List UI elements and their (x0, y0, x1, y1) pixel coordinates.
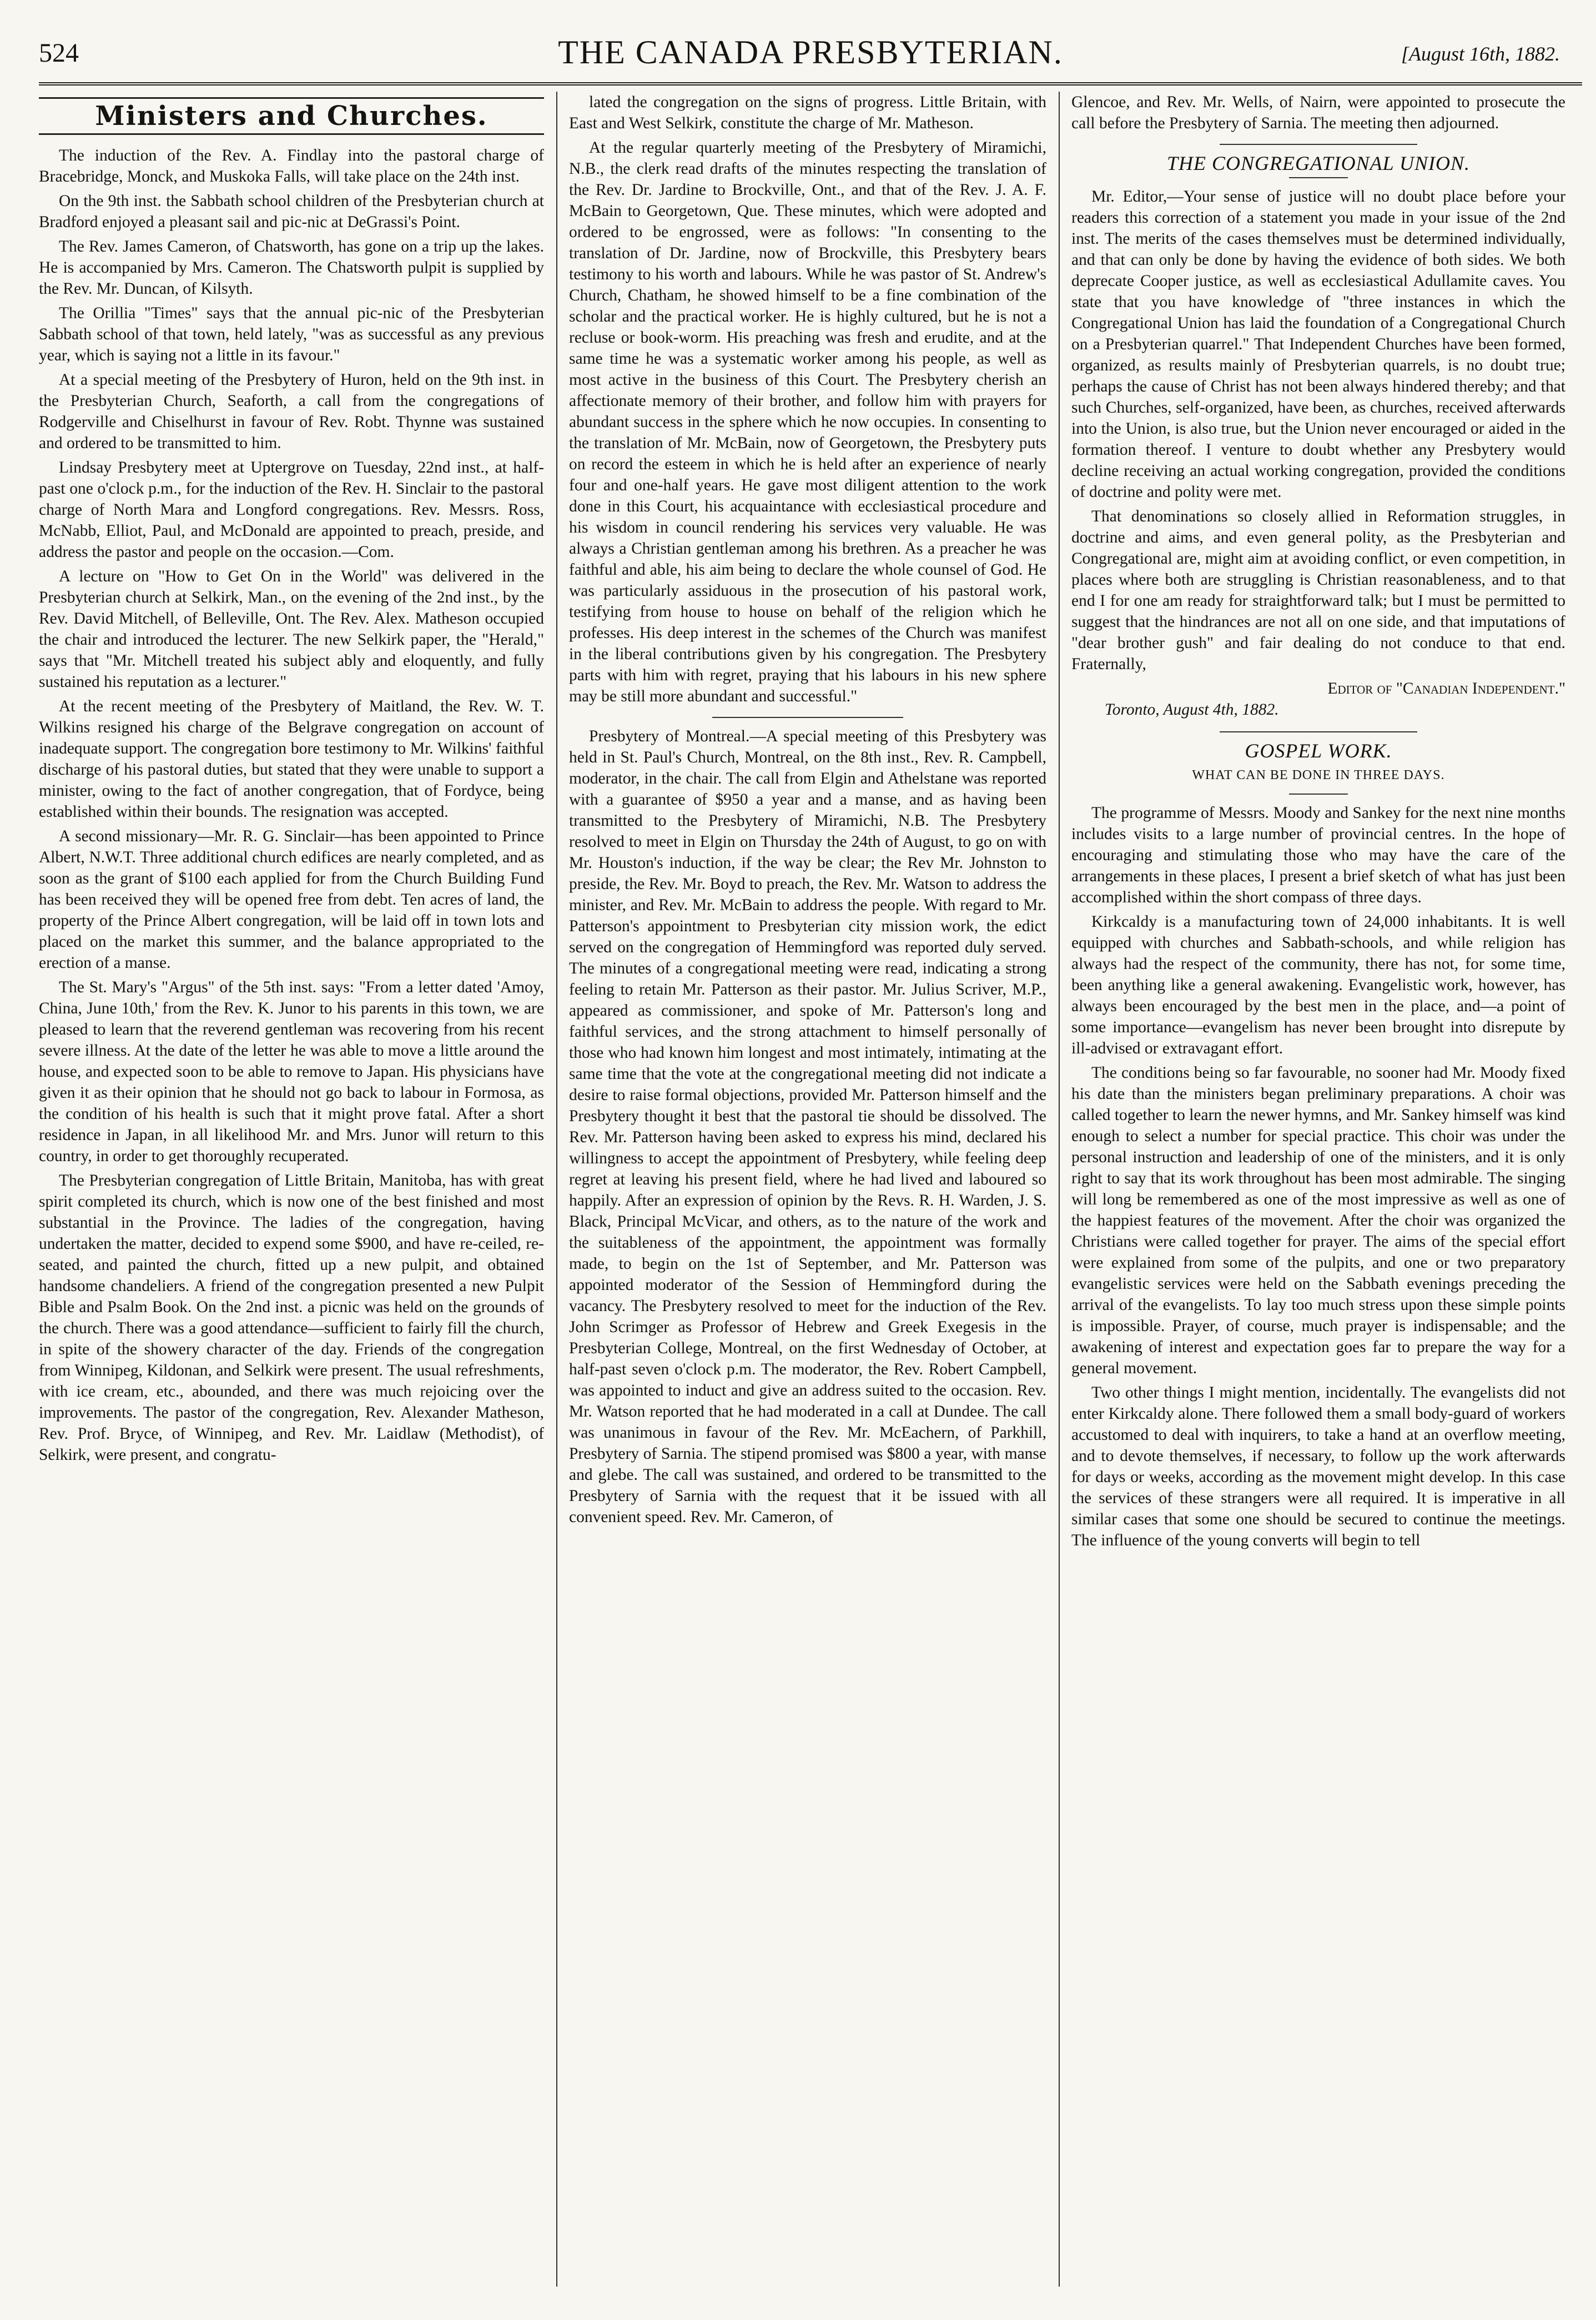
article-paragraph: The Presbyterian congregation of Little Britain, Manitoba, has with great spirit completed its church, which is now one of the best finished and most substantial in the Province. The ladies of the congregation, having undertaken the matter, decided to expend some $900, and have re-ceiled, re-seated, and painted the church, fitted up a new pulpit, and obtained handsome chandeliers. A friend of the congregation presented a new Pulpit Bible and Psalm Book. On the 2nd inst. a picnic was held on the grounds of the church. There was a good attendance—sufficient to fairly fill the church, in spite of the showery character of the day. Friends of the congregation from Winnipeg, Kildonan, and Selkirk were present. The usual refreshments, with ice cream, etc., abounded, and there was much rejoicing over the improvements. The pastor of the congregation, Rev. Alexander Matheson, Rev. Prof. Bryce, of Winnipeg, and Rev. Mr. Laidlaw (Methodist), of Selkirk, were present, and congratu- (39, 1172, 544, 1464)
section-heading: THE CONGREGATIONAL UNION. (1166, 152, 1471, 174)
section-masthead: Ministers and Churches. (39, 97, 544, 135)
article-paragraph: The induction of the Rev. A. Findlay into the pastoral charge of Bracebridge, Monck, and Muskoka Falls, will take place on the 24th inst. (39, 147, 544, 185)
article-paragraph: Two other things I might mention, incidentally. The evangelists did not enter Kirkcaldy alone. There followed them a small body-guard of workers accustomed to deal with inquirers, to take a hand at an overflow meeting, and to devote themselves, if necessary, to follow up the work afterwards for days or weeks, according as the movement might develop. In this case the services of these strangers were all required. It is imperative in all similar cases that some one should be secured to continue the meetings. The influence of the young converts will begin to tell (1071, 1384, 1565, 1549)
article-divider (1220, 144, 1417, 145)
column-3 (1071, 92, 1565, 2287)
heading-rule (1289, 794, 1348, 795)
article-paragraph: At the recent meeting of the Presbytery of Maitland, the Rev. W. T. Wilkins resigned his charge of the Belgrave congregation on account of inadequate support. The congregation bore testimony to Mr. Wilkins' faithful discharge of his pastoral duties, but stated that they were unable to support a minister, owing to the fact of another congregation, that of Fordyce, being established within their bounds. The resignation was accepted. (39, 697, 544, 821)
publication-title: THE CANADA PRESBYTERIAN. (558, 34, 1063, 71)
header-rule (39, 82, 1582, 86)
article-paragraph: The Rev. James Cameron, of Chatsworth, has gone on a trip up the lakes. He is accompanied by Mrs. Cameron. The Chatsworth pulpit is supplied by the Rev. Mr. Duncan, of Kilsyth. (39, 238, 544, 298)
article-divider (712, 717, 903, 718)
article-paragraph: A second missionary—Mr. R. G. Sinclair—has been appointed to Prince Albert, N.W.T. Three additional church edifices are nearly completed, and as soon as the grant of $100 each applied for from the Church Building Fund has been received they will be opened free from debt. Ten acres of land, the property of the Prince Albert congregation, will be laid off in town lots and placed on the market this summer, and the balance appropriated to the erection of a manse. (39, 827, 544, 972)
article-paragraph: Kirkcaldy is a manufacturing town of 24,000 inhabitants. It is well equipped with churches and Sabbath-schools, and while religion has always had the respect of the community, there has not, for some time, been anything like a general awakening. Evangelistic work, however, has always been encouraged by the best men in the place, and—a point of some importance—evangelism has never been brought into disrepute by ill-advised or extravagant effort. (1071, 913, 1565, 1057)
page-number: 524 (39, 38, 79, 68)
article-paragraph: The conditions being so far favourable, no sooner had Mr. Moody fixed his date than the ministers began preliminary preparations. A choir was called together to learn the newer hymns, and Mr. Sankey himself was kind enough to select a number for special practice. This choir was under the personal instruction and leadership of one of the ministers, and it is only right to say that its work throughout has been most admirable. The singing will long be remembered as one of the most impressive as well as one of the happiest features of the movement. After the choir was organized the Christians were called together for prayer. The aims of the special effort were explained from some of the pulpits, and one or two preparatory evangelistic services were held on the Sabbath evenings preceding the arrival of the evangelists. To lay too much stress upon these simple points is impossible. Prayer, of course, much prayer is indispensable; and the awakening of interest and expectation goes far to prepare the way for a general movement. (1071, 1064, 1565, 1377)
article-paragraph: A lecture on "How to Get On in the World" was delivered in the Presbyterian church at Selkirk, Man., on the evening of the 2nd inst., by the Rev. David Mitchell, of Belleville, Ont. The Rev. Alex. Matheson occupied the chair and introduced the lecturer. The new Selkirk paper, the "Herald," says that "Mr. Mitchell treated his subject ably and eloquently, and fully sustained his reputation as a lecturer." (39, 568, 544, 691)
article-paragraph: The St. Mary's "Argus" of the 5th inst. says: "From a letter dated 'Amoy, China, June 10th,' from the Rev. K. Junor to his parents in this town, we are pleased to learn that the reverend gentleman was recovering from his recent severe illness. At the date of the letter he was able to move a little around the house, and expected soon to be able to remove to Japan. His physicians have given it as their opinion that he should not go back to labour in Formosa, as the condition of his health is such that it might prove fatal. After a short residence in Japan, in all likelihood Mr. and Mrs. Junor will return to this country, in order to get thoroughly recuperated. (39, 978, 544, 1165)
letter-paragraph: That denominations so closely allied in Reformation struggles, in doctrine and aims, and even general polity, as the Presbyterian and Congregational are, might aim at avoiding conflict, or even competition, in places where both are struggling is Christian reasonableness, and to that end I for one am ready for straightforward talk; but I must be permitted to suggest that the hindrances are not all on one side, and that imputations of "dear brother gush" and fair dealing do not conduce to that end. Fraternally, (1071, 508, 1565, 673)
article-paragraph: The Orillia "Times" says that the annual pic-nic of the Presbyterian Sabbath school of that town, held lately, "was as successful as any previous year, which is saying not a little in its favour." (39, 304, 544, 364)
letter-signoff: Editor of "Canadian Independent." (1327, 680, 1565, 697)
article-paragraph: Glencoe, and Rev. Mr. Wells, of Nairn, were appointed to prosecute the call before the Presbytery of Sarnia. The meeting then adjourned. (1071, 93, 1565, 132)
article-paragraph: On the 9th inst. the Sabbath school children of the Presbyterian church at Bradford enjoyed a pleasant sail and pic-nic at DeGrassi's Point. (39, 192, 544, 231)
column-1 (39, 92, 544, 2287)
letter-paragraph: Mr. Editor,—Your sense of justice will no doubt place before your readers this correction of a statement you made in your issue of the 2nd inst. The merits of the cases themselves must be determined individually, and that can only be done by having the evidence of both sides. We both deprecate Cooper justice, as well as ecclesiastical Adullamite caves. You state that you have knowledge of "three instances in which the Congregational Union has laid the foundation of a Congregational Church on a Presbyterian quarrel." That Independent Churches have been formed, organized, as results mainly of Presbyterian quarrels, is no doubt true; perhaps the cause of Christ has not been always hindered thereby; and that such Churches, self-organized, have been, as churches, received afterwards into the Union, is also true, but the Union never encouraged or aided in the formation thereof. I venture to doubt whether any Presbytery would decline receiving an actual working congregation, provided the conditions of doctrine and polity were met. (1071, 188, 1565, 501)
article-paragraph: At a special meeting of the Presbytery of Huron, held on the 9th inst. in the Presbyterian Church, Seaforth, a call from the congregations of Rodgerville and Chiselhurst in favour of Rev. Robt. Thynne was sustained and ordered to be transmitted to him. (39, 371, 544, 452)
section-heading: GOSPEL WORK. (1245, 740, 1392, 762)
article-paragraph: Lindsay Presbytery meet at Uptergrove on Tuesday, 22nd inst., at half-past one o'clock p.m., for the induction of the Rev. H. Sinclair to the pastoral charge of North Mara and Longford congregations. Rev. Messrs. Ross, McNabb, Elliot, Paul, and McDonald are appointed to preach, preside, and address the pastor and people on the occasion.—Com. (39, 459, 544, 561)
article-paragraph: The programme of Messrs. Moody and Sankey for the next nine months includes visits to a large number of provincial centres. In the hope of encouraging and stimulating those who may have the care of the arrangements in these places, I present a brief sketch of what has just been accomplished within the short compass of three days. (1071, 804, 1565, 906)
issue-date: [August 16th, 1882. (1401, 43, 1560, 65)
section-subheading: WHAT CAN BE DONE IN THREE DAYS. (1192, 768, 1445, 782)
article-paragraph: At the regular quarterly meeting of the Presbytery of Miramichi, N.B., the clerk read drafts of the minutes respecting the translation of the Rev. Dr. Jardine to Brockville, Ont., and that of the Rev. J. A. F. McBain to Georgetown, Que. These minutes, which were adopted and ordered to be engrossed, were as follows: "In consenting to the translation of Dr. Jardine, now of Brockville, this Presbytery bears testimony to his worth and labours. While he was pastor of St. Andrew's Church, Chatham, he showed himself to be a fine combination of the scholar and the practical worker. He is highly cultured, but he is not a recluse or book-worm. His preaching was fresh and erudite, and at the same time he was a systematic worker among his people, as well as most active in the business of this Court. The Presbytery cherish an affectionate memory of their brother, and follow him with prayers for abundant success in the sphere which he now occupies. In consenting to the translation of Mr. McBain, now of Georgetown, the Presbytery puts on record the esteem in which he is held after an experience of nearly four and one-half years. He gave most diligent attention to the work done in this Court, his acquaintance with ecclesiastical procedure and his wisdom in council rendering his services very valuable. He was always a Christian gentleman among his brethren. As a preacher he was faithful and able, his aim being to declare the whole counsel of God. He was particularly assiduous in the prosecution of his pastoral work, testifying from house to house on behalf of the religion which he professes. His deep interest in the schemes of the Church was manifest in the liberal contributions given by his congregation. The Presbytery parts with him with regret, praying that his labours in his new sphere may be still more abundant and successful." (569, 139, 1046, 705)
page-header (39, 33, 1582, 83)
column-divider-2 (1059, 92, 1060, 2287)
heading-rule (1289, 177, 1348, 178)
article-paragraph: lated the congregation on the signs of progress. Little Britain, with East and West Selkirk, constitute the charge of Mr. Matheson. (569, 93, 1046, 132)
column-2 (569, 92, 1046, 2287)
article-divider (1220, 731, 1417, 732)
letter-dateline: Toronto, August 4th, 1882. (1105, 701, 1279, 719)
article-paragraph: Presbytery of Montreal.—A special meeting of this Presbytery was held in St. Paul's Church, Montreal, on the 8th inst., Rev. R. Campbell, moderator, in the chair. The call from Elgin and Athelstane was reported with a guarantee of $950 a year and a manse, and as having been transmitted to the Presbytery of Miramichi, N.B. The Presbytery resolved to meet in Elgin on Thursday the 24th of August, to go on with Mr. Houston's induction, if the way be clear; the Rev Mr. Johnston to preside, the Rev. Mr. Boyd to preach, the Rev. Mr. Watson to address the minister, and Rev. Mr. McBain to address the people. With regard to Mr. Patterson's appointment to Presbyterian city mission work, the edict served on the congregation of Hemmingford was reported duly served. The minutes of a congregational meeting were read, indicating a strong feeling to retain Mr. Patterson as their pastor. Mr. Julius Scriver, M.P., appeared as commissioner, and spoke of Mr. Patterson's long and faithful services, and the strong attachment to himself personally of those who had known him longest and most intimately, intimating at the same time that the vote at the congregational meeting did not indicate a desire to raise formal objections, provided Mr. Patterson himself and the Presbytery thought it best that the pastoral tie should be dissolved. The Rev. Mr. Patterson having been asked to express his mind, declared his willingness to accept the appointment of Presbytery, while feeling deep regret at leaving his present field, where he had lived and laboured so happily. After an expression of opinion by the Revs. R. H. Warden, J. S. Black, Principal McVicar, and others, as to the nature of the work and the suitableness of the appointment, the appointment was formally made, to begin on the 1st of September, and Mr. Patterson was appointed moderator of the Session of Hemmingford during the vacancy. The Presbytery resolved to meet for the induction of the Rev. John Scrimger as Professor of Hebrew and Greek Exegesis in the Presbyterian College, Montreal, on the first Wednesday of October, at half-past seven o'clock p.m. The moderator, the Rev. Robert Campbell, was appointed to induct and give an address suited to the occasion. Rev. Mr. Watson reported that he had moderated in a call at Dundee. The call was unanimous in favour of the Rev. Mr. McEachern, of Parkhill, Presbytery of Sarnia. The stipend promised was $800 a year, with manse and glebe. The call was sustained, and ordered to be transmitted to the Presbytery of Sarnia with the request that it be issued with all convenient speed. Rev. Mr. Cameron, of (569, 727, 1046, 1526)
column-divider-1 (556, 92, 557, 2287)
